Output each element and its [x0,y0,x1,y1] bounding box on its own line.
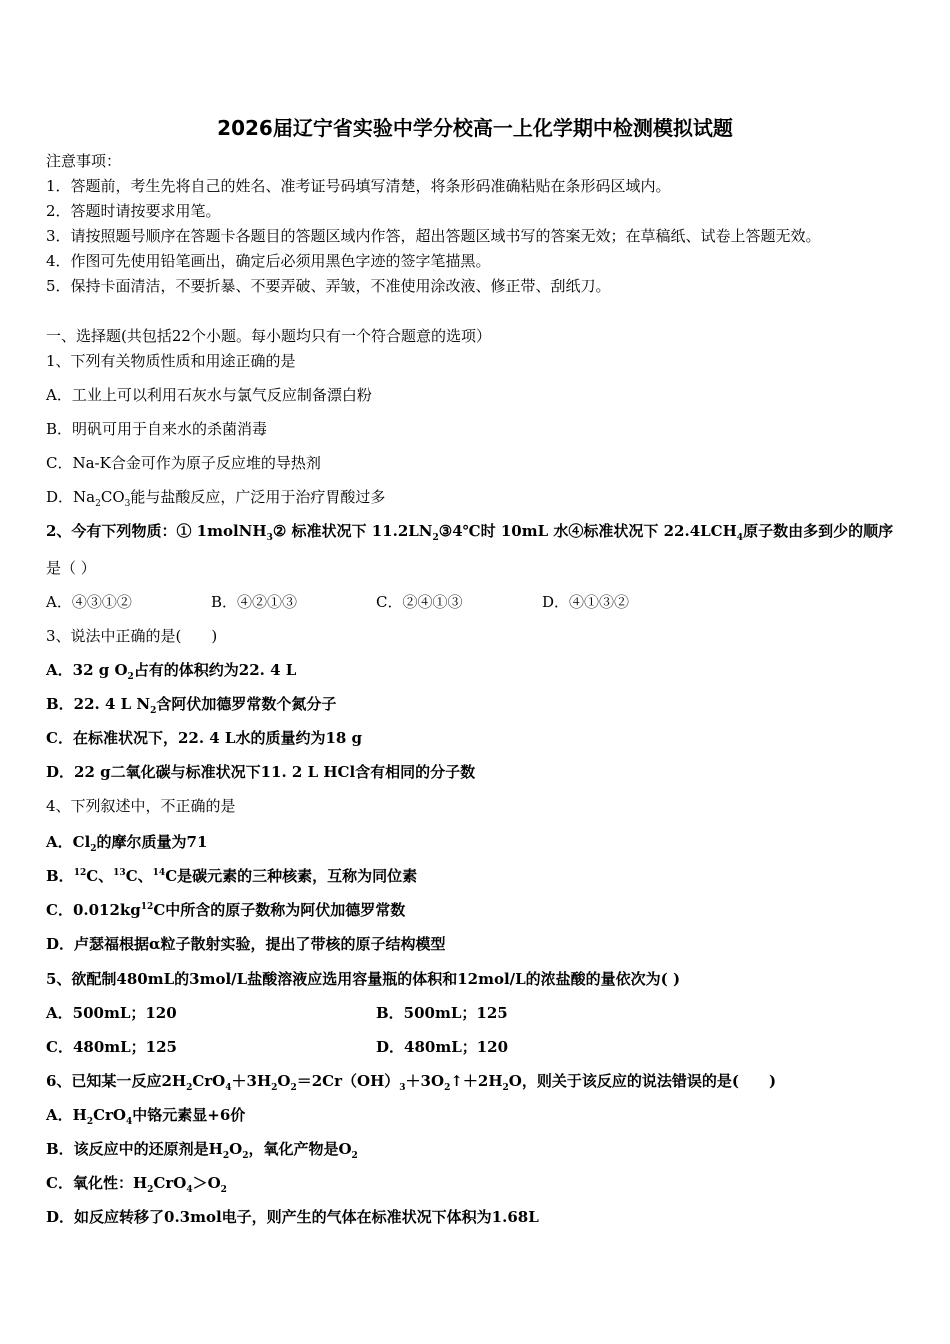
q2-option-a: A．④③①② [46,593,132,611]
q6-option-b: B．该反应中的还原剂是$H_2O_2$，氧化产物是$O_2$ [46,1140,358,1161]
q2-options [46,591,910,613]
q1-option-b: B．明矾可用于自来水的杀菌消毒 [46,420,268,438]
q5-stem: 5、欲配制480mL的3mol/L盐酸溶液应选用容量瓶的体积和12mol/L的浓盐酸的量依次为( ) [46,970,681,988]
q4-option-d: D．卢瑟福根据α粒子散射实验，提出了带核的原子结构模型 [46,935,446,953]
q5-option-b: B．500mL；125 [376,1004,508,1022]
section-heading: 一、选择题(共包括22个小题。每小题均只有一个符合题意的选项） [46,327,491,345]
q1-option-a: A．工业上可以利用石灰水与氯气反应制备漂白粉 [46,386,372,404]
notice-item-1: 1．答题前，考生先将自己的姓名、准考证号码填写清楚，将条形码准确粘贴在条形码区域内。 [46,177,671,195]
notice-item-5: 5．保持卡面清洁，不要折暴、不要弄破、弄皱，不准使用涂改液、修正带、刮纸刀。 [46,277,611,295]
q4-option-c: C．$0.012kg^{12}C$中所含的原子数称为阿伏加德罗常数 [46,901,406,919]
q2-option-c: C．②④①③ [376,593,463,611]
q5-option-a: A．500mL；120 [46,1004,177,1022]
q5-options-row-2 [46,1036,910,1058]
q5-options-row-1 [46,1002,910,1024]
q4-stem: 4、下列叙述中，不正确的是 [46,797,236,815]
q3-stem: 3、说法中正确的是( ) [46,627,218,645]
q1-option-c: C．Na-K合金可作为原子反应堆的导热剂 [46,454,321,472]
q5-option-d: D．480mL；120 [376,1038,509,1056]
q3-option-c: C．在标准状况下，22. 4 L水的质量约为18 g [46,729,363,747]
exam-title: 2026届辽宁省实验中学分校高一上化学期中检测模拟试题 [217,116,733,140]
q2-stem: 2、今有下列物质：① 1molNH$_3$② 标准状况下 $11.2LN_2③4℃$时 10mL 水④标准状况下 $22.4LCH_4$原子数由多到少的顺序 [46,522,894,543]
q3-option-a: A．32 g $O_2$占有的体积约为22. 4 L [46,661,297,682]
q1-option-d: D．$Na_2CO_3$能与盐酸反应，广泛用于治疗胃酸过多 [46,488,386,509]
notice-item-3: 3．请按照题号顺序在答题卡各题目的答题区域内作答，超出答题区域书写的答案无效；在草稿纸、试卷上答题无效。 [46,227,821,245]
q4-option-b: B．$^{12}$C、$^{13}$C、$^{14}$C是碳元素的三种核素，互称为同位素 [46,867,418,885]
q1-stem: 1、下列有关物质性质和用途正确的是 [46,352,296,370]
q6-option-c: C．氧化性：$H_2CrO_4>O_2$ [46,1174,227,1195]
notice-item-2: 2．答题时请按要求用笔。 [46,202,221,220]
notice-heading: 注意事项： [46,152,122,170]
q3-option-b: B．22. 4 L $N_2$含阿伏加德罗常数个氮分子 [46,695,337,716]
q2-option-d: D．④①③② [542,593,630,611]
q6-option-a: A．$H_2CrO_4$中铬元素显+6价 [46,1106,246,1127]
q4-option-a: A．$Cl_2$的摩尔质量为71 [46,833,208,854]
q3-option-d: D．22 g二氧化碳与标准状况下11. 2 L HCl含有相同的分子数 [46,763,476,781]
q2-stem-continued: 是（ ） [46,559,96,577]
q5-option-c: C．480mL；125 [46,1038,177,1056]
notice-item-4: 4．作图可先使用铅笔画出，确定后必须用黑色字迹的签字笔描黑。 [46,252,491,270]
q2-option-b: B．④②①③ [211,593,298,611]
q6-option-d: D．如反应转移了0.3mol电子，则产生的气体在标准状况下体积为1.68L [46,1208,539,1226]
q6-stem: 6、已知某一反应$2H_2CrO_4+3H_2O_2=2Cr(OH)_3+3O_2↑+2H_2O$，则关于该反应的说法错误的是( ) [46,1072,777,1093]
